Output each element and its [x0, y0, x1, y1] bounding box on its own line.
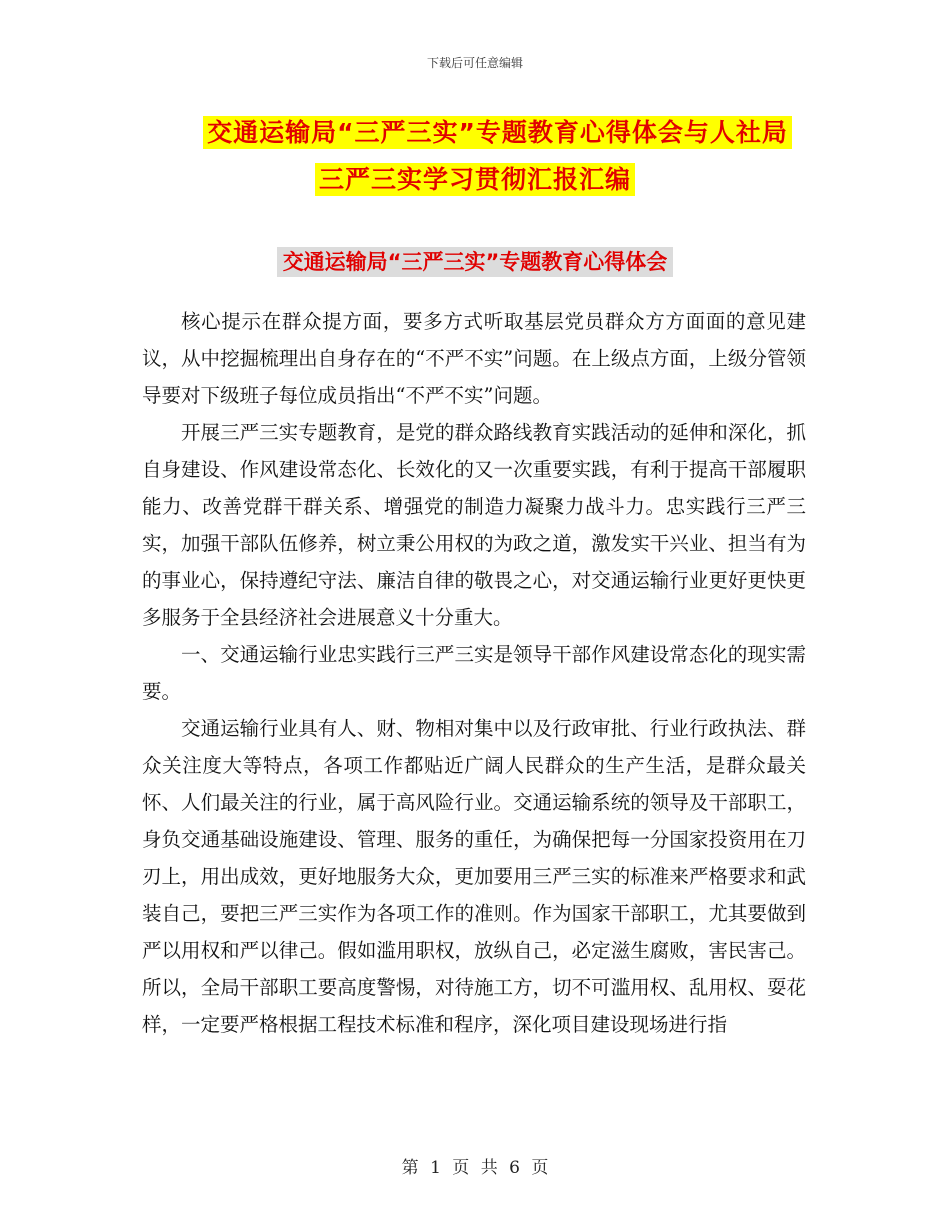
document-title-line-1	[0, 113, 950, 149]
document-body	[142, 303, 806, 1043]
title-highlight-2: 三严三实学习贯彻汇报汇编	[315, 163, 635, 196]
page-footer: 第 1 页 共 6 页	[401, 1158, 549, 1178]
paragraph: 开展三严三实专题教育，是党的群众路线教育实践活动的延伸和深化，抓自身建设、作风建设常态化、长效化的又一次重要实践，有利于提高干部履职能力、改善党群干群关系、增强党的制造力凝聚力战斗力。忠实践行三严三实，加强干部队伍修养，树立秉公用权的为政之道，激发实干兴业、担当有为的事业心，保持遵纪守法、廉洁自律的敬畏之心，对交通运输行业更好更快更多服务于全县经济社会进展意义十分重大。	[142, 421, 806, 629]
page-header: 下载后可任意编辑	[426, 56, 523, 70]
title-highlight-1: 交通运输局“三严三实”专题教育心得体会与人社局	[203, 116, 792, 149]
paragraph: 一、交通运输行业忠实践行三严三实是领导干部作风建设常态化的现实需要。	[142, 643, 806, 703]
paragraph: 核心提示在群众提方面，要多方式听取基层党员群众方方面面的意见建议，从中挖掘梳理出自身存在的“不严不实”问题。在上级点方面，上级分管领导要对下级班子每位成员指出“不严不实”问题。	[142, 310, 806, 407]
subtitle-highlight: 交通运输局“三严三实”专题教育心得体会	[277, 247, 674, 277]
document-title-line-2	[0, 160, 950, 196]
section-subtitle	[0, 246, 950, 276]
paragraph: 交通运输行业具有人、财、物相对集中以及行政审批、行业行政执法、群众关注度大等特点，各项工作都贴近广阔人民群众的生产生活，是群众最关怀、人们最关注的行业，属于高风险行业。交通运输系统的领导及干部职工，身负交通基础设施建设、管理、服务的重任，为确保把每一分国家投资用在刀刃上，用出成效，更好地服务大众，更加要用三严三实的标准来严格要求和武装自己，要把三严三实作为各项工作的准则。作为国家干部职工，尤其要做到严以用权和严以律己。假如滥用职权，放纵自己，必定滋生腐败，害民害己。所以，全局干部职工要高度警惕，对待施工方，切不可滥用权、乱用权、耍花样，一定要严格根据工程技术标准和程序，深化项目建设现场进行指	[142, 717, 806, 1036]
